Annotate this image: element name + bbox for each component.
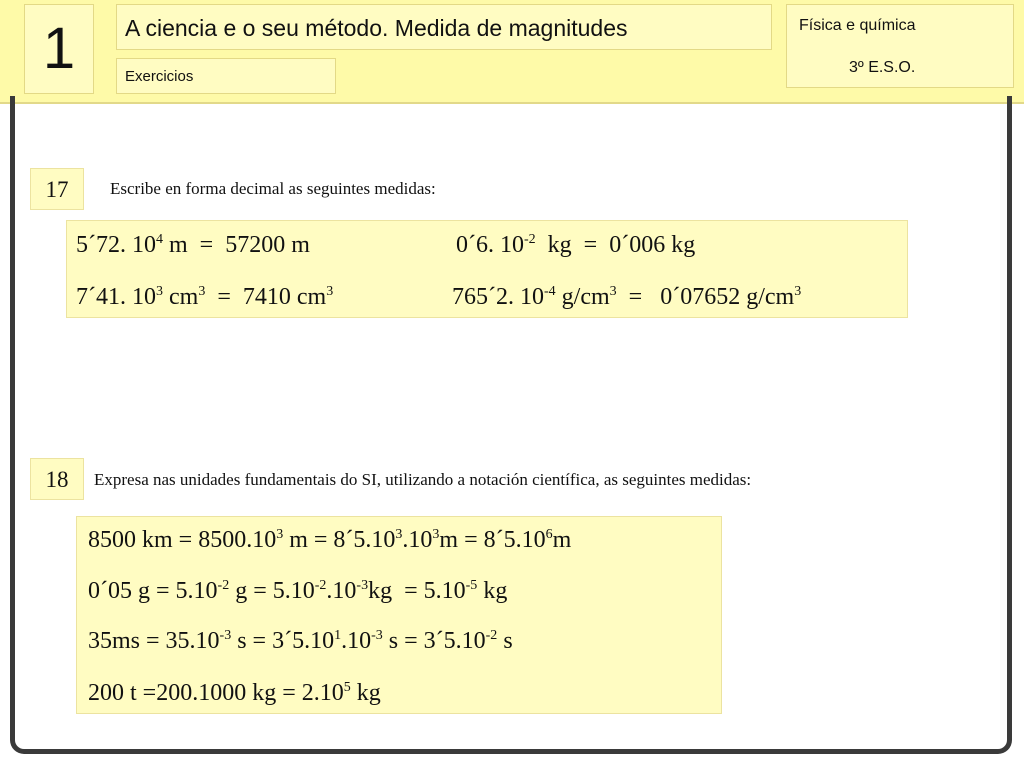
equation-text: = 0´07652 g/cm — [616, 284, 795, 310]
equation — [452, 284, 801, 311]
equation-text: 0´6. 10 — [456, 232, 524, 258]
exponent: -2 — [217, 578, 230, 593]
equation-text: 765´2. 10 — [452, 284, 544, 310]
exponent: -4 — [544, 284, 556, 299]
equation-text: kg = 5.10 — [368, 578, 466, 604]
equation-text: m — [552, 527, 572, 553]
equation — [88, 680, 381, 707]
page-title: A ciencia e o seu método. Medida de magnitudes — [116, 4, 772, 50]
equation-text: 5´72. 10 — [76, 232, 156, 258]
header-bar — [0, 0, 1024, 104]
exponent: 3 — [326, 284, 334, 299]
equation-text: kg — [350, 680, 381, 706]
exponent: 1 — [334, 628, 342, 643]
equation-text: 7´41. 10 — [76, 284, 156, 310]
section-subtitle: Exercicios — [116, 58, 336, 94]
equation-text: 200 t =200.1000 kg = 2.10 — [88, 680, 344, 706]
equation — [76, 284, 333, 311]
equation — [88, 527, 571, 554]
exponent: -2 — [314, 578, 327, 593]
exponent: 3 — [198, 284, 206, 299]
equation-text: g/cm — [555, 284, 610, 310]
equation-text: g = 5.10 — [229, 578, 315, 604]
exercise-statement: Expresa nas unidades fundamentais do SI, utilizando a notación científica, as seguintes medidas: — [94, 470, 752, 489]
exercise-number: 17 — [30, 168, 84, 210]
equation-text: 0´05 g = 5.10 — [88, 578, 218, 604]
equation-text: 35ms = 35.10 — [88, 628, 220, 654]
equation-text: m = 57200 m — [163, 232, 310, 258]
equation-text: kg — [477, 578, 508, 604]
exponent: 3 — [794, 284, 802, 299]
equation-text: 8500 km = 8500.10 — [88, 527, 277, 553]
exponent: 5 — [343, 680, 351, 695]
equation-text: .10 — [326, 578, 357, 604]
exponent: -3 — [371, 628, 383, 643]
exponent: -2 — [485, 628, 498, 643]
exponent: 3 — [276, 527, 284, 542]
exponent: -3 — [356, 578, 369, 593]
exponent: -2 — [524, 232, 536, 247]
exponent: 3 — [432, 527, 440, 542]
equation — [456, 232, 695, 259]
exponent: 6 — [545, 527, 553, 542]
equation-text: = 7410 cm — [205, 284, 327, 310]
equation-text: .10 — [402, 527, 433, 553]
equation — [88, 628, 513, 655]
equation-text: s — [497, 628, 513, 654]
equation-text: cm — [163, 284, 199, 310]
unit-number: 1 — [24, 4, 94, 94]
equation — [76, 232, 310, 259]
subject-label: Física e química — [799, 17, 916, 34]
exercise-statement: Escribe en forma decimal as seguintes medidas: — [110, 179, 436, 198]
equation-text: m = 8´5.10 — [283, 527, 396, 553]
exponent: 4 — [156, 232, 163, 247]
exponent: 3 — [609, 284, 617, 299]
exponent: 3 — [156, 284, 163, 299]
exponent: -5 — [465, 578, 478, 593]
equation-text: kg = 0´006 kg — [535, 232, 696, 258]
equation-text: .10 — [341, 628, 372, 654]
exercise-number: 18 — [30, 458, 84, 500]
level-label: 3º E.S.O. — [849, 59, 916, 76]
equation-text: s = 3´5.10 — [231, 628, 335, 654]
equation — [88, 578, 507, 605]
exponent: -3 — [219, 628, 232, 643]
equation-text: m = 8´5.10 — [439, 527, 546, 553]
equation-text: s = 3´5.10 — [382, 628, 486, 654]
exponent: 3 — [395, 527, 403, 542]
subject-box — [786, 4, 1014, 88]
